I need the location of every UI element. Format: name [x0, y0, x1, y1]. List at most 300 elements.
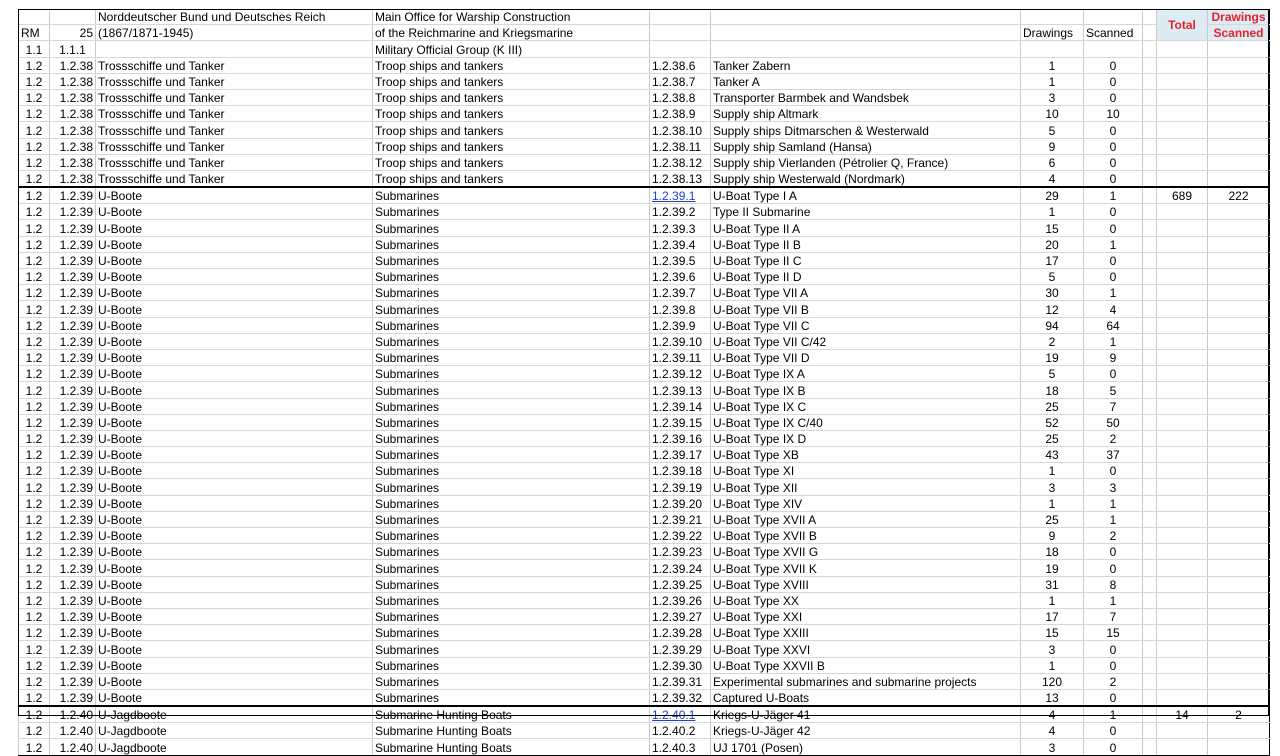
- cell[interactable]: [1143, 220, 1157, 236]
- cell[interactable]: [1021, 9, 1084, 25]
- row-section[interactable]: 1.2.38: [50, 57, 96, 73]
- row-section[interactable]: 1.2.39: [50, 285, 96, 301]
- row-scanned[interactable]: 7: [1084, 398, 1143, 414]
- row-code[interactable]: 1.2.39.17: [650, 447, 711, 463]
- row-drawings[interactable]: 17: [1021, 608, 1084, 624]
- cell[interactable]: [1143, 463, 1157, 479]
- row-code[interactable]: 1.2.39.10: [650, 333, 711, 349]
- cell[interactable]: [650, 9, 711, 25]
- row-code[interactable]: 1.2.39.26: [650, 592, 711, 608]
- row-level[interactable]: 1.2: [19, 252, 50, 268]
- row-group-de[interactable]: U-Boote: [96, 641, 373, 657]
- row-code[interactable]: 1.2.38.12: [650, 154, 711, 170]
- row-title[interactable]: Kriegs-U-Jäger 42: [711, 723, 1021, 739]
- row-group-en[interactable]: Submarines: [373, 269, 650, 285]
- row-group-en[interactable]: Submarines: [373, 576, 650, 592]
- row-group-de[interactable]: U-Jagdboote: [96, 723, 373, 739]
- row-group-de[interactable]: Trossschiffe und Tanker: [96, 154, 373, 170]
- row-code[interactable]: 1.2.39.19: [650, 479, 711, 495]
- row-section[interactable]: 1.2.40: [50, 739, 96, 755]
- cell[interactable]: [1143, 25, 1157, 41]
- row-level[interactable]: 1.2: [19, 739, 50, 755]
- row-total[interactable]: [1157, 576, 1208, 592]
- row-drawings[interactable]: 5: [1021, 122, 1084, 138]
- row-group-de[interactable]: U-Jagdboote: [96, 739, 373, 755]
- row-level[interactable]: 1.2: [19, 398, 50, 414]
- row-total-scanned[interactable]: [1208, 106, 1270, 122]
- row-total-scanned[interactable]: [1208, 366, 1270, 382]
- row-code[interactable]: 1.2.39.6: [650, 269, 711, 285]
- row-section[interactable]: 1.2.39: [50, 382, 96, 398]
- row-group-en[interactable]: Submarines: [373, 333, 650, 349]
- row-group-de[interactable]: U-Boote: [96, 187, 373, 204]
- cell[interactable]: [1143, 122, 1157, 138]
- row-scanned[interactable]: 0: [1084, 204, 1143, 220]
- row-level[interactable]: 1.2: [19, 430, 50, 446]
- row-code[interactable]: [650, 706, 711, 723]
- row-level[interactable]: 1.2: [19, 414, 50, 430]
- row-group-en[interactable]: Submarines: [373, 625, 650, 641]
- row-level[interactable]: 1.2: [19, 608, 50, 624]
- row-code[interactable]: 1.2.38.6: [650, 57, 711, 73]
- row-total[interactable]: [1157, 657, 1208, 673]
- cell[interactable]: [1143, 204, 1157, 220]
- row-group-en[interactable]: Submarines: [373, 511, 650, 527]
- row-total-scanned[interactable]: [1208, 447, 1270, 463]
- row-total-scanned[interactable]: [1208, 495, 1270, 511]
- row-section[interactable]: 1.2.38: [50, 138, 96, 154]
- row-total[interactable]: 689: [1157, 187, 1208, 204]
- cell[interactable]: [96, 41, 373, 57]
- row-section[interactable]: 1.2.38: [50, 170, 96, 187]
- row-scanned[interactable]: 0: [1084, 269, 1143, 285]
- row-total[interactable]: [1157, 285, 1208, 301]
- row-total-scanned[interactable]: [1208, 576, 1270, 592]
- row-section[interactable]: 1.2.39: [50, 495, 96, 511]
- row-section[interactable]: 1.2.39: [50, 641, 96, 657]
- row-total-scanned[interactable]: [1208, 414, 1270, 430]
- row-total-scanned[interactable]: [1208, 625, 1270, 641]
- row-code[interactable]: 1.2.39.27: [650, 608, 711, 624]
- cell[interactable]: [1143, 414, 1157, 430]
- row-section[interactable]: 1.2.39: [50, 560, 96, 576]
- row-drawings[interactable]: 10: [1021, 106, 1084, 122]
- row-total[interactable]: [1157, 382, 1208, 398]
- header-military-group[interactable]: Military Official Group (K III): [373, 41, 650, 57]
- row-scanned[interactable]: 9: [1084, 349, 1143, 365]
- row-total[interactable]: [1157, 430, 1208, 446]
- cell[interactable]: [1143, 625, 1157, 641]
- row-level[interactable]: 1.2: [19, 544, 50, 560]
- row-group-de[interactable]: U-Boote: [96, 301, 373, 317]
- row-drawings[interactable]: 1: [1021, 204, 1084, 220]
- row-scanned[interactable]: 7: [1084, 608, 1143, 624]
- row-section[interactable]: 1.2.39: [50, 673, 96, 689]
- row-group-en[interactable]: Troop ships and tankers: [373, 73, 650, 89]
- row-group-de[interactable]: U-Boote: [96, 430, 373, 446]
- cell[interactable]: [1143, 495, 1157, 511]
- cell[interactable]: [1143, 706, 1157, 723]
- row-group-en[interactable]: Troop ships and tankers: [373, 154, 650, 170]
- row-group-en[interactable]: Submarines: [373, 430, 650, 446]
- cell[interactable]: [1021, 41, 1084, 57]
- row-group-de[interactable]: U-Boote: [96, 689, 373, 706]
- row-code[interactable]: 1.2.38.13: [650, 170, 711, 187]
- cell[interactable]: [1143, 9, 1157, 25]
- row-title[interactable]: U-Boat Type VII D: [711, 349, 1021, 365]
- row-group-en[interactable]: Submarines: [373, 204, 650, 220]
- cell[interactable]: [1143, 576, 1157, 592]
- rm-number[interactable]: 25: [50, 25, 96, 41]
- row-total[interactable]: [1157, 544, 1208, 560]
- row-group-de[interactable]: U-Boote: [96, 285, 373, 301]
- row-title[interactable]: U-Boat Type IX C/40: [711, 414, 1021, 430]
- row-total[interactable]: [1157, 220, 1208, 236]
- cell[interactable]: [1143, 73, 1157, 89]
- row-code[interactable]: 1.2.39.29: [650, 641, 711, 657]
- row-title[interactable]: U-Boat Type I A: [711, 187, 1021, 204]
- row-section[interactable]: 1.2.39: [50, 592, 96, 608]
- row-section[interactable]: 1.2.39: [50, 528, 96, 544]
- row-group-en[interactable]: Submarines: [373, 285, 650, 301]
- row-total[interactable]: [1157, 138, 1208, 154]
- row-code[interactable]: 1.2.39.20: [650, 495, 711, 511]
- row-code[interactable]: 1.2.39.9: [650, 317, 711, 333]
- cell[interactable]: [1143, 236, 1157, 252]
- row-group-en[interactable]: Submarines: [373, 398, 650, 414]
- row-section[interactable]: 1.2.38: [50, 154, 96, 170]
- row-scanned[interactable]: 50: [1084, 414, 1143, 430]
- row-title[interactable]: U-Boat Type XXVI: [711, 641, 1021, 657]
- row-level[interactable]: 1.2: [19, 495, 50, 511]
- header-years[interactable]: (1867/1871-1945): [96, 25, 373, 41]
- row-title[interactable]: Tanker A: [711, 73, 1021, 89]
- row-group-en[interactable]: Submarines: [373, 220, 650, 236]
- row-section[interactable]: 1.2.38: [50, 122, 96, 138]
- cell[interactable]: [1157, 41, 1208, 57]
- cell[interactable]: [711, 25, 1021, 41]
- row-code[interactable]: [650, 187, 711, 204]
- cell[interactable]: [50, 9, 96, 25]
- row-section[interactable]: 1.2.38: [50, 89, 96, 105]
- cell[interactable]: [1143, 269, 1157, 285]
- row-total[interactable]: [1157, 625, 1208, 641]
- row-level[interactable]: 1.2: [19, 349, 50, 365]
- row-title[interactable]: Captured U-Boats: [711, 689, 1021, 706]
- row-group-de[interactable]: Trossschiffe und Tanker: [96, 122, 373, 138]
- row-group-en[interactable]: Submarines: [373, 673, 650, 689]
- row-scanned[interactable]: 0: [1084, 544, 1143, 560]
- row-section[interactable]: 1.2.39: [50, 236, 96, 252]
- row-level[interactable]: 1.2: [19, 447, 50, 463]
- row-title[interactable]: U-Boat Type XIV: [711, 495, 1021, 511]
- row-drawings[interactable]: 13: [1021, 689, 1084, 706]
- row-total-scanned[interactable]: [1208, 122, 1270, 138]
- cell[interactable]: [650, 25, 711, 41]
- row-total-scanned[interactable]: [1208, 285, 1270, 301]
- row-total[interactable]: [1157, 154, 1208, 170]
- row-section[interactable]: 1.2.39: [50, 414, 96, 430]
- row-section[interactable]: 1.2.39: [50, 576, 96, 592]
- row-section[interactable]: 1.2.39: [50, 689, 96, 706]
- row-section[interactable]: 1.2.39: [50, 544, 96, 560]
- row-total-scanned[interactable]: [1208, 73, 1270, 89]
- row-drawings[interactable]: 4: [1021, 170, 1084, 187]
- row-group-en[interactable]: Submarines: [373, 236, 650, 252]
- header-group-de[interactable]: Norddeutscher Bund und Deutsches Reich: [96, 9, 373, 25]
- row-total[interactable]: [1157, 269, 1208, 285]
- row-total[interactable]: [1157, 106, 1208, 122]
- row-group-de[interactable]: U-Boote: [96, 252, 373, 268]
- row-group-en[interactable]: Submarines: [373, 641, 650, 657]
- row-title[interactable]: Supply ship Vierlanden (Pétrolier Q, France): [711, 154, 1021, 170]
- cell[interactable]: [1143, 187, 1157, 204]
- row-total-scanned[interactable]: [1208, 739, 1270, 755]
- row-group-de[interactable]: Trossschiffe und Tanker: [96, 89, 373, 105]
- row-group-en[interactable]: Submarines: [373, 463, 650, 479]
- row-code[interactable]: 1.2.38.8: [650, 89, 711, 105]
- row-section[interactable]: 1.2.39: [50, 220, 96, 236]
- row-group-de[interactable]: U-Boote: [96, 236, 373, 252]
- row-group-de[interactable]: U-Boote: [96, 479, 373, 495]
- row-group-de[interactable]: U-Jagdboote: [96, 706, 373, 723]
- row-code[interactable]: 1.2.39.13: [650, 382, 711, 398]
- row-group-en[interactable]: Submarines: [373, 382, 650, 398]
- row-group-en[interactable]: Submarines: [373, 414, 650, 430]
- row-group-en[interactable]: Submarines: [373, 560, 650, 576]
- row-drawings[interactable]: 18: [1021, 382, 1084, 398]
- row-drawings[interactable]: 25: [1021, 398, 1084, 414]
- row-drawings[interactable]: 19: [1021, 349, 1084, 365]
- row-group-en[interactable]: Troop ships and tankers: [373, 89, 650, 105]
- row-total[interactable]: [1157, 398, 1208, 414]
- row-section[interactable]: 1.2.39: [50, 252, 96, 268]
- cell[interactable]: [1143, 608, 1157, 624]
- cell[interactable]: [1143, 689, 1157, 706]
- row-group-de[interactable]: U-Boote: [96, 495, 373, 511]
- row-group-en[interactable]: Troop ships and tankers: [373, 170, 650, 187]
- row-drawings[interactable]: 5: [1021, 366, 1084, 382]
- row-code[interactable]: 1.2.39.21: [650, 511, 711, 527]
- row-group-en[interactable]: Submarines: [373, 479, 650, 495]
- row-total[interactable]: [1157, 73, 1208, 89]
- row-group-en[interactable]: Submarines: [373, 447, 650, 463]
- row-scanned[interactable]: 1: [1084, 495, 1143, 511]
- row-total[interactable]: [1157, 511, 1208, 527]
- row-total-scanned[interactable]: [1208, 301, 1270, 317]
- row-scanned[interactable]: 0: [1084, 657, 1143, 673]
- row-drawings[interactable]: 94: [1021, 317, 1084, 333]
- cell[interactable]: [1143, 154, 1157, 170]
- row-total[interactable]: [1157, 528, 1208, 544]
- row-total-scanned[interactable]: [1208, 236, 1270, 252]
- row-group-en[interactable]: Submarines: [373, 301, 650, 317]
- row-code[interactable]: 1.2.39.28: [650, 625, 711, 641]
- row-level[interactable]: 1.2: [19, 187, 50, 204]
- row-drawings[interactable]: 120: [1021, 673, 1084, 689]
- row-group-de[interactable]: U-Boote: [96, 576, 373, 592]
- row-total-scanned[interactable]: [1208, 382, 1270, 398]
- row-code[interactable]: 1.2.39.2: [650, 204, 711, 220]
- row-total-scanned[interactable]: [1208, 204, 1270, 220]
- row-group-de[interactable]: U-Boote: [96, 544, 373, 560]
- row-drawings[interactable]: 18: [1021, 544, 1084, 560]
- row-level[interactable]: 1.2: [19, 479, 50, 495]
- row-scanned[interactable]: 4: [1084, 301, 1143, 317]
- row-total[interactable]: [1157, 170, 1208, 187]
- row-total-scanned[interactable]: [1208, 657, 1270, 673]
- row-title[interactable]: U-Boat Type II A: [711, 220, 1021, 236]
- row-level[interactable]: 1.2: [19, 366, 50, 382]
- row-level[interactable]: 1.2: [19, 106, 50, 122]
- row-title[interactable]: U-Boat Type XXVII B: [711, 657, 1021, 673]
- row-total[interactable]: [1157, 89, 1208, 105]
- row-drawings[interactable]: 9: [1021, 528, 1084, 544]
- row-drawings[interactable]: 17: [1021, 252, 1084, 268]
- row-drawings[interactable]: 3: [1021, 479, 1084, 495]
- row-group-de[interactable]: U-Boote: [96, 511, 373, 527]
- row-code[interactable]: 1.2.39.32: [650, 689, 711, 706]
- row-title[interactable]: Kriegs-U-Jäger 41: [711, 706, 1021, 723]
- row-title[interactable]: U-Boat Type XB: [711, 447, 1021, 463]
- row-drawings[interactable]: 3: [1021, 641, 1084, 657]
- cell[interactable]: [1143, 447, 1157, 463]
- cell[interactable]: [1143, 430, 1157, 446]
- row-code[interactable]: 1.2.39.8: [650, 301, 711, 317]
- row-group-en[interactable]: Submarines: [373, 544, 650, 560]
- cell[interactable]: [1143, 366, 1157, 382]
- row-group-de[interactable]: U-Boote: [96, 560, 373, 576]
- row-total[interactable]: [1157, 723, 1208, 739]
- row-total[interactable]: [1157, 673, 1208, 689]
- row-code[interactable]: 1.2.39.5: [650, 252, 711, 268]
- row-section[interactable]: 1.2.39: [50, 301, 96, 317]
- row-scanned[interactable]: 8: [1084, 576, 1143, 592]
- row-code[interactable]: 1.2.39.4: [650, 236, 711, 252]
- row-level[interactable]: 1.2: [19, 317, 50, 333]
- row-total-scanned[interactable]: [1208, 349, 1270, 365]
- row-total-scanned[interactable]: [1208, 220, 1270, 236]
- row-group-en[interactable]: Troop ships and tankers: [373, 138, 650, 154]
- cell[interactable]: [1143, 170, 1157, 187]
- row-section[interactable]: 1.2.39: [50, 366, 96, 382]
- cell[interactable]: [1143, 398, 1157, 414]
- row-scanned[interactable]: 1: [1084, 236, 1143, 252]
- row-total[interactable]: [1157, 414, 1208, 430]
- row-drawings[interactable]: 9: [1021, 138, 1084, 154]
- row-scanned[interactable]: 5: [1084, 382, 1143, 398]
- row-code[interactable]: 1.2.38.11: [650, 138, 711, 154]
- row-level[interactable]: 1.2: [19, 57, 50, 73]
- row-scanned[interactable]: 2: [1084, 430, 1143, 446]
- cell[interactable]: [1143, 657, 1157, 673]
- row-code[interactable]: 1.2.39.31: [650, 673, 711, 689]
- row-code[interactable]: 1.2.39.25: [650, 576, 711, 592]
- row-total-scanned[interactable]: [1208, 89, 1270, 105]
- row-code[interactable]: 1.2.38.7: [650, 73, 711, 89]
- row-group-de[interactable]: U-Boote: [96, 333, 373, 349]
- row-total[interactable]: [1157, 204, 1208, 220]
- header-office[interactable]: Main Office for Warship Construction: [373, 9, 650, 25]
- row-drawings[interactable]: 5: [1021, 269, 1084, 285]
- row-total[interactable]: [1157, 479, 1208, 495]
- row-total-scanned[interactable]: [1208, 560, 1270, 576]
- row-total[interactable]: [1157, 592, 1208, 608]
- row-code[interactable]: 1.2.39.30: [650, 657, 711, 673]
- row-total-scanned[interactable]: [1208, 398, 1270, 414]
- cell[interactable]: [1143, 89, 1157, 105]
- row-total[interactable]: [1157, 366, 1208, 382]
- row-section[interactable]: 1.2.39: [50, 333, 96, 349]
- row-level[interactable]: 1.2: [19, 73, 50, 89]
- row-scanned[interactable]: 0: [1084, 122, 1143, 138]
- row-level[interactable]: 1.2: [19, 138, 50, 154]
- row-title[interactable]: Supply ships Ditmarschen & Westerwald: [711, 122, 1021, 138]
- row-level[interactable]: 1.2: [19, 657, 50, 673]
- cell[interactable]: [1143, 138, 1157, 154]
- row-level[interactable]: 1.2: [19, 641, 50, 657]
- cell[interactable]: [1143, 511, 1157, 527]
- row-total-scanned[interactable]: [1208, 673, 1270, 689]
- row-scanned[interactable]: 0: [1084, 689, 1143, 706]
- row-section[interactable]: 1.2.39: [50, 511, 96, 527]
- row-level[interactable]: 1.2: [19, 560, 50, 576]
- row-level[interactable]: 1.2: [19, 122, 50, 138]
- row-section[interactable]: 1.2.39: [50, 204, 96, 220]
- row-total[interactable]: [1157, 301, 1208, 317]
- row-drawings[interactable]: 1: [1021, 463, 1084, 479]
- row-level[interactable]: 1.2: [19, 463, 50, 479]
- row-level[interactable]: 1.2: [19, 301, 50, 317]
- row-title[interactable]: U-Boat Type IX D: [711, 430, 1021, 446]
- row-code-link[interactable]: 1.2.39.1: [652, 189, 696, 204]
- row-total-scanned[interactable]: [1208, 479, 1270, 495]
- row-drawings[interactable]: 25: [1021, 511, 1084, 527]
- cell[interactable]: [1143, 106, 1157, 122]
- cell[interactable]: [1084, 9, 1143, 25]
- row-code[interactable]: 1.2.40.3: [650, 739, 711, 755]
- row-title[interactable]: U-Boat Type XII: [711, 479, 1021, 495]
- row-scanned[interactable]: 1: [1084, 285, 1143, 301]
- row-drawings[interactable]: 12: [1021, 301, 1084, 317]
- row-scanned[interactable]: 0: [1084, 154, 1143, 170]
- row-scanned[interactable]: 1: [1084, 592, 1143, 608]
- row-drawings[interactable]: 15: [1021, 625, 1084, 641]
- row-total-scanned[interactable]: [1208, 608, 1270, 624]
- row-total-scanned[interactable]: [1208, 511, 1270, 527]
- row-drawings[interactable]: 20: [1021, 236, 1084, 252]
- row-drawings[interactable]: 3: [1021, 739, 1084, 755]
- cell[interactable]: [19, 9, 50, 25]
- cell[interactable]: [1143, 41, 1157, 57]
- row-code[interactable]: 1.2.39.11: [650, 349, 711, 365]
- scanned-red-header[interactable]: Scanned: [1208, 25, 1270, 41]
- row-section[interactable]: 1.2.38: [50, 106, 96, 122]
- row-group-de[interactable]: U-Boote: [96, 414, 373, 430]
- cell[interactable]: [1143, 528, 1157, 544]
- row-total[interactable]: [1157, 463, 1208, 479]
- row-title[interactable]: Type II Submarine: [711, 204, 1021, 220]
- row-scanned[interactable]: 2: [1084, 673, 1143, 689]
- row-drawings[interactable]: 29: [1021, 187, 1084, 204]
- row-drawings[interactable]: 1: [1021, 495, 1084, 511]
- cell[interactable]: [1143, 544, 1157, 560]
- row-title[interactable]: U-Boat Type XVII K: [711, 560, 1021, 576]
- row-group-en[interactable]: Submarines: [373, 187, 650, 204]
- row-group-de[interactable]: U-Boote: [96, 366, 373, 382]
- row-scanned[interactable]: 0: [1084, 641, 1143, 657]
- row-total-scanned[interactable]: [1208, 252, 1270, 268]
